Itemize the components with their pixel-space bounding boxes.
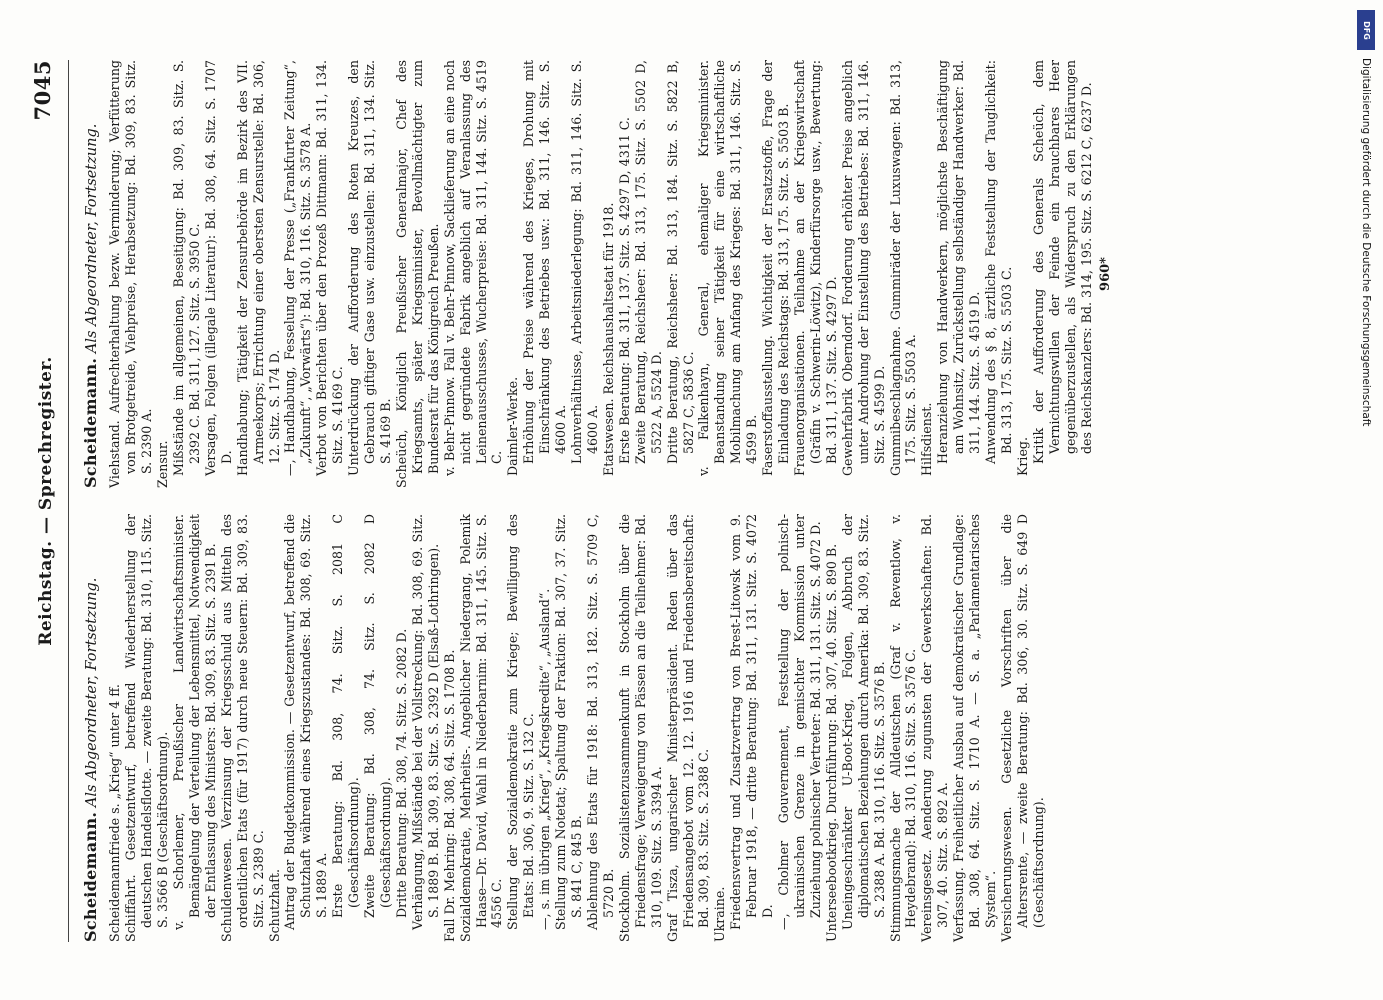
register-entry: Kritik der Aufforderung des Generals Scheüch, dem Vernichtungswillen der Feinde ein brauchbares Heer gegenüberzustellen, als Widerspruch zu den Erklärungen des Reichskanzlers: Bd. 314, 195. Sitz. S. 6212 C, 6237 D. [1030,60,1094,464]
register-entry: Dritte Beratung: Bd. 308, 74. Sitz. S. 2082 D. [393,628,409,918]
speaker-role: Als Abgeordneter, Fortsetzung. [84,577,100,808]
register-entry: Daimler-Werke. [505,376,521,476]
credit-text: Digitalisierung gefördert durch die Deutsche Forschungsgemeinschaft [1360,58,1372,427]
register-entry: Mißstände im allgemeinen, Beseitigung: Bd. 309, 83. Sitz. S. 2392 C. Bd. 311, 127. Sitz. S. 3950 C. [171,60,202,476]
register-entry: Schiffahrt. Gesetzentwurf, betreffend Wiederherstellung der deutschen Handelsflotte. — zweite Beratung: Bd. 310, 115. Sitz. S. 3566 B (Geschäftsordnung). [123,514,171,942]
speaker-role: Als Abgeordneter, Fortsetzung. [84,123,100,354]
register-entry: Zweite Beratung, Reichsheer: Bd. 313, 175. Sitz. S. 5502 D, 5522 A, 5524 D. [632,60,664,464]
register-entry: Scheüch, Königlich Preußischer Generalmajor, Chef des Kriegsamts, später Kriegsminister, Bevollmächtigter zum Bundesrat für das Königreich Preußen. [393,60,441,488]
right-column-heading [81,60,101,488]
register-entry: Frauenorganisationen. Teilnahme an der Kriegswirtschaft (Gräfin v. Schwerin-Löwitz), Kinderfürsorge usw., Bewertung: Bd. 311, 137. Sitz. S. 4297 D. [791,60,839,476]
speaker-name: Scheidemann. [81,811,100,942]
register-entry: Verbot von Berichten über den Prozeß Dittmann: Bd. 311, 134. Sitz. S. 4169 C. [314,60,346,476]
register-entry: Etatswesen. Reichshaushaltsetat für 1918. [600,202,616,476]
columns [79,60,1115,942]
register-entry: Unterseebootkrieg. Durchführung: Bd. 307, 40. Sitz. S. 890 B. [823,543,839,942]
register-entry: Uneingeschränkter U-Boot-Krieg, Folgen, Abbruch der diplomatischen Beziehungen durch Amerika: Bd. 309, 83. Sitz. S. 2388 A. Bd. 310, 116. Sitz. S. 3576 B. [839,514,887,930]
register-entry: Anwendung des § 8, ärztliche Feststellung der Tauglichkeit: Bd. 313, 175. Sitz. S. 5503 C. [983,60,1014,464]
footer-code: 960* [1098,257,1114,291]
register-entry: Graf Tisza, ungarischer Ministerpräsident. Reden über das Friedensangebot vom 12. 12. 1916 und Friedensbereitschaft: Bd. 309, 83. Sitz. S. 2388 C. [664,514,712,942]
register-entry: Verfassung. Freiheitlicher Ausbau auf demokratischer Grundlage: Bd. 308, 64. Sitz. S. 1710 A. — S. a. „Parlamentarisches System“. [951,514,999,942]
left-column [79,514,1115,942]
register-entry: Dritte Beratung, Reichsheer: Bd. 313, 184. Sitz. S. 5822 B, 5827 C, 5836 C. [664,60,696,464]
register-entry: Friedensvertrag und Zusatzvertrag von Brest-Litowsk vom 9. Februar 1918, — dritte Beratung: Bd. 311, 131. Sitz. S. 4072 D. [728,514,776,930]
register-entry: Gewehrfabrik Oberndorf. Forderung erhöhter Preise angeblich unter Androhung der Einstellung des Betriebes: Bd. 311, 146. Sitz. S. 4599 D. [839,60,887,476]
register-entry: Vereinsgesetz. Aenderung zugunsten der Gewerkschaften: Bd. 307, 40. Sitz. S. 892 A. [919,514,951,942]
register-entry: Faserstoffausstellung. Wichtigkeit der Ersatzstoffe, Frage der Einladung des Reichstags: Bd. 313, 175. Sitz. S. 5503 B. [760,60,792,476]
register-entry: Erste Beratung: Bd. 311, 137. Sitz. S. 4297 D, 4311 C. [616,117,632,464]
register-entry: Handhabung; Tätigkeit der Zensurbehörde im Bezirk des VII. Armeekorps; Errichtung einer obersten Zensurstelle: Bd. 306, 12. Sitz. S. 174 D. [234,60,282,476]
register-entry: Schutzhaft. [266,869,282,942]
register-entry: —, Cholmer Gouvernement, Feststellung der polnisch-ukrainischen Grenze in gemischter Kommission unter Zuziehung polnischer Vertreter: Bd. 311, 131. Sitz. S. 4072 D. [776,514,823,930]
register-entry: Erste Beratung: Bd. 308, 74. Sitz. S. 2081 C (Geschäftsordnung). [330,514,362,918]
register-entry: Zensur. [155,440,171,488]
register-entry: —, s. im übrigen „Krieg“, „Kriegskredite“, „Ausland“. [537,588,553,930]
right-column [79,60,1115,488]
register-entry: v. Falkenhayn, General, ehemaliger Kriegsminister. Beanstandung seiner Tätigkeit für eine wirtschaftliche Mobilmachung am Anfang des Krieges: Bd. 311, 146. Sitz. S. 4599 B. [696,60,760,476]
register-entry: Scheidemannfriede s. „Krieg“ unter 4 ff. [107,684,123,942]
register-entry: v. Schorlemer, Preußischer Landwirtschaftsminister. Bemängelung der Verteilung der Lebensmittel, Notwendigkeit der Entlassung des Ministers: Bd. 309, 83. Sitz. S. 2391 B. [171,514,218,930]
register-entry: Ukraine. [712,886,728,942]
register-entry: Krieg. [1014,437,1030,476]
dfg-logo: DFG [1357,10,1375,50]
register-entry: Heranziehung von Handwerkern, möglichste Beschäftigung am Wohnsitz, Zurückstellung selbständiger Handwerker: Bd. 311, 144. Sitz. S. 4519 D. [935,60,983,464]
register-entry: v. Behr-Pinnow. Fall v. Behr-Pinnow, Sacklieferung an eine noch nicht gegründete Fabrik angeblich auf Veranlassung des Leinenausschusses, Wucherpreise: Bd. 311, 144. Sitz. S. 4519 C. [441,60,505,476]
register-entry: Stockholm. Sozialistenzusammenkunft in Stockholm über die Friedensfrage; Verweigerung von Pässen an die Teilnehmer: Bd. 310, 109. Sitz. S. 3394 A. [616,514,664,942]
register-entry: Versicherungswesen. Gesetzliche Vorschriften über die Altersrente, — zweite Beratung: Bd. 306, 30. Sitz. S. 649 D (Geschäftsordnung). [998,514,1046,942]
register-entry: Hilfsdienst. [919,402,935,476]
left-column-heading [81,514,101,942]
register-entry: Zweite Beratung: Bd. 308, 74. Sitz. S. 2082 D (Geschäftsordnung). [362,514,393,918]
speaker-name: Scheidemann. [81,357,100,488]
digitization-credit [1355,10,1377,970]
register-entry: Lohnverhältnisse, Arbeitsniederlegung: Bd. 311, 146. Sitz. S. 4600 A. [569,60,600,464]
register-entry: Unterdrückung der Aufforderung des Roten Kreuzes, den Gebrauch giftiger Gase usw. einzustellen: Bd. 311, 134. Sitz. S. 4169 B. [346,60,393,476]
running-title: Reichstag. — Sprechregister. [36,356,56,646]
register-entry: Gummibeschlagnahme. Gummiräder der Luxuswagen: Bd. 313, 175. Sitz. S. 5503 A. [887,60,919,476]
register-entry: Schuldenwesen. Verzinsung der Kriegsschuld aus Mitteln des ordentlichen Etats (für 1917) durch neue Steuern: Bd. 309, 83. Sitz. S. 2389 C. [218,514,266,942]
page-number: 7045 [30,60,55,121]
register-entry: —, Handhabung, Fesselung der Presse („Frankfurter Zeitung“, „Zukunft“, „Vorwärts“): Bd. 310, 116. Sitz. S. 3578 A. [282,60,314,476]
register-entry: Sozialdemokratie, Mehrheits-. Angeblicher Niedergang, Polemik Haase—Dr. David, Wahl in Niederbarnim: Bd. 311, 145. Sitz. S. 4556 C. [457,514,505,942]
register-entry: Versagen, Folgen (illegale Literatur): Bd. 308, 64. Sitz. S. 1707 D. [202,60,234,476]
register-entry: Antrag der Budgetkommission. — Gesetzentwurf, betreffend die Schutzhaft während eines Kriegszustandes: Bd. 308, 69. Sitz. S. 1889 A. [282,514,330,930]
register-entry: Viehstand. Aufrechterhaltung bezw. Verminderung; Verfütterung von Brotgetreide, Viehpreise, Herabsetzung: Bd. 309, 83. Sitz. S. 2390 A. [107,60,155,488]
register-entry: Ablehnung des Etats für 1918: Bd. 313, 182. Sitz. S. 5709 C, 5720 B. [584,514,616,930]
register-entry: Verhängung, Mißstände bei der Vollstreckung: Bd. 308, 69. Sitz. S. 1889 B. Bd. 309, 83. Sitz. S. 2392 D (Elsaß-Lothringen). [409,514,441,930]
register-entry: Stimmungsmache der Alldeutschen (Graf v. Reventlow, v. Heydebrand): Bd. 310, 116. Sitz. S. 3576 C. [887,514,919,942]
register-entry: Fall Dr. Mehring: Bd. 308, 64. Sitz. S. 1708 B. [441,649,457,942]
register-entry: Stellung der Sozialdemokratie zum Kriege; Bewilligung des Etats: Bd. 306, 9. Sitz. S. 132 C. [505,514,537,930]
register-entry: Stellung zum Notetat; Spaltung der Fraktion: Bd. 307, 37. Sitz. S. 841 C, 845 B. [553,514,585,930]
page-header [28,60,69,942]
register-entry: Erhöhung der Preise während des Krieges, Drohung mit Einschränkung des Betriebes usw.: Bd. 311, 146. Sitz. S. 4600 A. [521,60,569,464]
